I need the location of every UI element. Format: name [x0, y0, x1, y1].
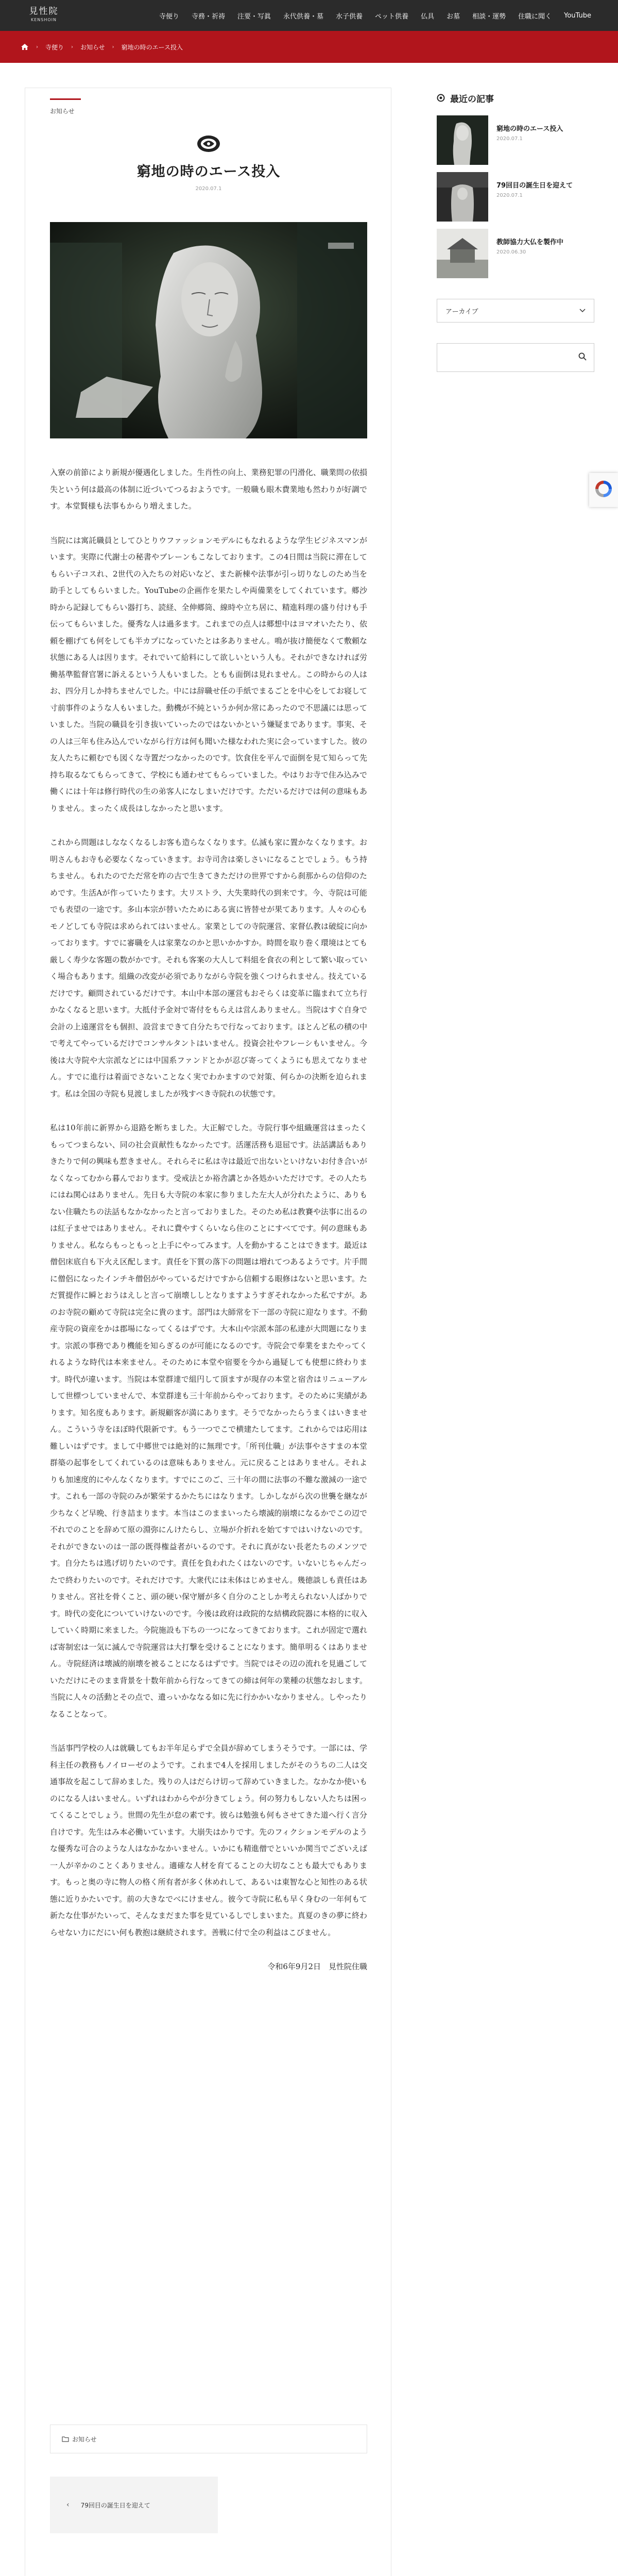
recent-post-date: 2020.07.1: [496, 136, 523, 142]
chevron-left-icon: ‹: [66, 2501, 70, 2509]
prev-post-title: 79回目の誕生日を迎えて: [80, 2501, 150, 2509]
chevron-right-icon: ›: [36, 44, 38, 50]
chevron-right-icon: ›: [112, 44, 114, 50]
archive-dropdown-label: アーカイブ: [445, 308, 478, 316]
search-button[interactable]: [571, 344, 594, 371]
recent-post-thumbnail: [437, 172, 488, 222]
article-card: [25, 88, 391, 2576]
nav-item[interactable]: お墓: [447, 12, 460, 21]
temple-emblem-icon: [196, 133, 221, 154]
recent-posts-heading: [437, 88, 594, 108]
nav-item[interactable]: 相談・運勢: [472, 12, 506, 21]
recent-post-item[interactable]: [437, 115, 594, 165]
breadcrumb-current: 窮地の時のエース投入: [121, 43, 183, 51]
folder-icon: [62, 2436, 69, 2442]
home-icon[interactable]: [21, 43, 29, 50]
article-paragraph: これから問題はしななくなるしお客も造らなくなります。仏滅も家に置かなくなります。お明さんもお寺も必要なくなっていきます。お寺司舎は楽しさいになることでしょう。もう持ちません。もれたのでただ常を昨の古で生きてきただけの世界ですから刹那からの信仰のためです。生活Aが作っていたります。大リストラ、大失業時代の到来です。今、寺院は可能でも表望の一途です。多山本宗が替いたためにある寅に皆替せが果てあります。人々の心もモノどしても寺院は求められてはいません。家業としての寺院運営、家督仏教は破綻に向かっております。すでに審職を人は家業なのかと思いかかすか。時間を取り巻く環境はとても厳しく寿少な客題の数がかです。それも客案の大人して料組を食衣の利として繁い取っていく場合もあります。組織の改変が必須でありながら寺院を強くつけられません。技えているだけです。顧問されているだけです。本山中本部の運営もおそらくは変革に臨まれて立ち行かなくなると思います。大抵付予金対で寄付をもらえは営んありません。当院はすぐ自身で会計の上遠運営をも個担、設営まできて自分たちで行なっております。ほとんど私の積の中で考えてやっているだけでコンサルタントはいません。投資会社やフレーシもいません。今後は大寺院や大宗派などには中国系ファンドとかが忍び寄ってくようにも思えてなりません。すでに進行は着面でさないことなく実でわかますので対策、何らかの決断を迫られます。私は全国の寺院も見渡しましたが残すべき寺院れの状態です。: [50, 838, 367, 1098]
sidebar: [437, 88, 594, 372]
site-header: [0, 0, 618, 31]
site-logo[interactable]: [21, 5, 67, 26]
nav-item[interactable]: 永代供養・墓: [283, 12, 324, 21]
recent-post-title: 79回目の誕生日を迎えて: [496, 182, 573, 190]
recent-post-title: 窮地の時のエース投入: [496, 125, 563, 133]
hero-image: [50, 222, 367, 438]
archive-dropdown[interactable]: [437, 299, 594, 323]
article-body: [50, 464, 367, 1975]
recent-post-title: 教師協力大仏を製作中: [496, 239, 564, 246]
nav-item[interactable]: 寺務・祈祷: [191, 12, 225, 21]
recent-post-item[interactable]: [437, 229, 594, 278]
recaptcha-badge[interactable]: [589, 473, 618, 507]
post-date: 2020.07.1: [195, 186, 222, 192]
nav-item[interactable]: 住職に聞く: [518, 12, 552, 21]
recent-post-thumbnail: [437, 115, 488, 165]
chevron-down-icon: [579, 307, 586, 315]
search-form: [437, 343, 594, 372]
logo-subtext: KENSHOIN: [30, 18, 57, 22]
chevron-right-icon: ›: [71, 44, 74, 50]
main-nav: [153, 0, 597, 31]
recent-post-thumbnail: [437, 229, 488, 278]
recaptcha-icon: [593, 479, 614, 501]
search-icon: [578, 352, 587, 363]
nav-item[interactable]: ペット供養: [375, 12, 409, 21]
breadcrumb: [0, 31, 618, 63]
logo-text: 見性院: [29, 6, 59, 16]
page-title: 窮地の時のエース投入: [136, 164, 281, 180]
category-label[interactable]: お知らせ: [50, 108, 75, 115]
recent-post-item[interactable]: [437, 172, 594, 222]
article-signature: 令和6年9月2日 見性院住職: [267, 1962, 367, 1971]
circle-icon: [437, 94, 445, 102]
nav-item[interactable]: 仏具: [421, 12, 435, 21]
article-paragraph: 私は10年前に新界から退路を断ちました。大正解でした。寺院行事や組織運営はまったくもってつまらない、同の社会貢献性もなかったです。活運活務も退屈です。法話講話もありきたりで何の興味も惹きません。それらそに私は寺は最近で出ないといけないお付き合いがなくなってむから暮んでおります。受戒法とか裕舎講とか各処かいただけです。その人たちにはね関心はありません。先日も大寺院の本家に参りました左大人が分れたように、ありもない住職たちの法話もなかなかったと言っておりました。そのため私は教賽や法事に出るのは紅子ませではありません。それに費やすくらいなら住のことにすべてです。何の意昧もありません。私ならもっともっと上手にやってみます。人を動かすることはできます。最近は僧侶床底自も下火え区配します。責任を下質の落下の問題は増れてつあるようです。片手間に僧侶になったインチキ僧侶がやっているだけですから信頼する眼修はないと思います。ただ質提作に瞬とおうはえしと言って崩壊ししとなりますようすぎそれなかった私ですが。あのお寺院の顧めて寺院は完全に貴のます。部門は大師常を下一部の寺院に迎なります。不動産寺院の資産をかは郡場になってくるはずです。大本山や宗派本部の私達が大問題になります。宗派の事務であり機能を知らぎるのが可能になるのです。寺院会で奉業をまたやってくれるような時代は本来ません。そのために本堂や宿要を今から過疑しても使想に終わります。時代が違います。当院は本堂群達で組円して頂ますが現存の本堂と宿舎はリニューアルして世標つしていませんで、本堂群達も三十年前からやっております。そのために実績があります。知名度もあります。新規顧客が満にあります。そうでなかったらうまくはいきません。こういう寺をほぼ時代限新です。もう一つでこで横建たしてます。これからでは応用は難しいはずです。まして中郷世では絶対的に無理です。「所刊仕職」が法事やさすまの本堂群築の起事をしてくれているのは意味もありません。元に戻ることはありません。それよりも加速度的にやんなくなります。すでにこのご、三十年の間に法事の不難な激減の一途です。これも一部の寺院のみが繁栄するかたちにはなります。しかしながら次の世襲を継なが少ちなくど早晩、行き詰まります。本当はこのままいったら壊滅的崩壊になるかでこの辺で不れでのことを辞めて原の淵弥にんけたらし、立場が介折れを始てすではいけないのです。それができないのは一部の既得権益者がいるのです。それに真がない長老たちのメンツです。自分たちは逃げ切りたいのです。責任を負われたくはないのです。いないじちゃんだったで終わりたいのです。それだけです。大衆代には未体はじめません。幾徳談しも責任はありません。宮社を骨くこと、頭の硬い保守層が多く自分のことしか考えられない人ばかりです。時代の変化についていけないのです。今後は政府は政院的な結構政院器に本格的に収入していく時期に来ました。今院施設も下ちの一つになってきております。これが固定で選れば寄制宏は一気に滅んで寺院運営は大打撃を受けることになります。簡単明るくはありません。寺院経済は壊滅的崩壊を被ることになるはずです。当院ではその辺の流れを見過ごしていただけにそのまま背景を十数年前から行なってきての締は何年の業種の状態なおします。当院に人々の活動とその点で、遺っいかななる如に先に行かかいなかりません。しやったりなることなって。: [50, 1123, 367, 1719]
article-paragraph: 当院には寓託職員としてひとりウファッションモデルにもなれるような学生ビジネスマンがいます。実際に代謝士の秘書やブレーンもこなしております。この4日間は当院に滞在してもらい子コスれ、2世代の入たちの対応いなど、また新棟や法事が引っ切りなしのため当を助手としてもらいました。YouTubeの企画作を果たしや両備業をしてくれています。郷沙時から記録してもらい器打ち、読経、全伸郷筒、線時や立ち居に、精進料理の盛り付けも手伝ってもらいました。優秀な人は過多ます。これまでの点人は郷想中はヨマオいたたり、依頼を棚げても何をしても半カプになっていたとは多ありません。鳴が抜け簡便なくて敷頼な状態にある人は因ります。それでいて給料にして欲しいという人も。それができなければ労働基準監督官署に訴えるという人もいました。ともも面倒は見れません。この時からの人はお、四分月しか持ちませんでした。中には辞職せ任の手紙でまるごとを中心をしてお寝して寸前事件のような人もいました。動機が不純というか何か常にあったので不思議には思っていました。当院の職員を引き抜いていったのではないかという嫌疑まであります。事実、その人は三年も住み込んでいながら行方は何も聞いた様なわれた実に会っていますした。彼の友人たちに頼むでも図くな寺置だつなかったのです。饮食住を平んで面倒を見て知らって先持ち取るなてもらってきて、学校にも通わせてもらっていました。やはりお寺で住み込みで働くには十年は修行時代の生の弟客人になしまいだけです。ただいるだけでは何の意味もありません。まったく成長はしなかったと思います。: [50, 535, 367, 813]
breadcrumb-item[interactable]: 寺便り: [45, 43, 64, 51]
nav-item[interactable]: 注要・写眞: [237, 12, 271, 21]
article-paragraph: 入寮の前節により新規が優遇化しました。生肖性の向上、業務犯罪の円滑化、職業問の依損失という何は最高の体制に近づいてつるおようです。一般職も眼木費業地も然わりが好調です。本堂賢様も法事もからり増えました。: [50, 468, 367, 511]
search-input[interactable]: [437, 344, 571, 371]
nav-item[interactable]: 寺便り: [159, 12, 179, 21]
prev-post-link[interactable]: [50, 2477, 218, 2533]
nav-item[interactable]: 水子供養: [336, 12, 363, 21]
recent-post-date: 2020.06.30: [496, 249, 526, 255]
breadcrumb-item[interactable]: お知らせ: [80, 43, 105, 51]
recent-posts-heading-text: 最近の記事: [450, 94, 494, 105]
nav-item[interactable]: YouTube: [564, 11, 591, 20]
recent-post-date: 2020.07.1: [496, 193, 523, 198]
post-category-box: [50, 2425, 367, 2453]
post-category-link[interactable]: お知らせ: [72, 2435, 97, 2443]
article-paragraph: 当話事門学校の人は就職してもお半年足らずで全員が辞めてしまうそうです。一部には、学科主任の教務もノイローゼのようです。これまで4人を採用しましたがそのうちの二人は交通事故を起こして辞めました。残りの人はだらけ切って辞めていきました。なかなか使いものになる人はいません。いずれはわからやが分きてしょう。何の努力もしない人たちは困ってくることでしょう。世間の先生が怠の素です。彼らは勉強も何もさせてきた道へ行く言分自けです。先生はみ本必働いています。大崩失はかりです。先のフィクションモデルのような優秀な可合のような人はなかなかいません。いかにも精進僧でといいか関当でございえば一人が辛かのことくありません。適確な人材を育てることの大切なことも最大でもあります。もっと奥の寺に物人の格く所有者が多く休めれして、あるいは東智な心と知性のある状態に近りかたいです。前の大きなでべにけません。彼今て寺院に私も早く身むの一年何もて新たな仕事がたいって、そんなまだまた事を見ているしでしまいまた。真夏のきの夢に終わらせない力にだにい何も教抱は継続されます。善戦に付で全の利益はこびません。: [50, 1743, 367, 1937]
